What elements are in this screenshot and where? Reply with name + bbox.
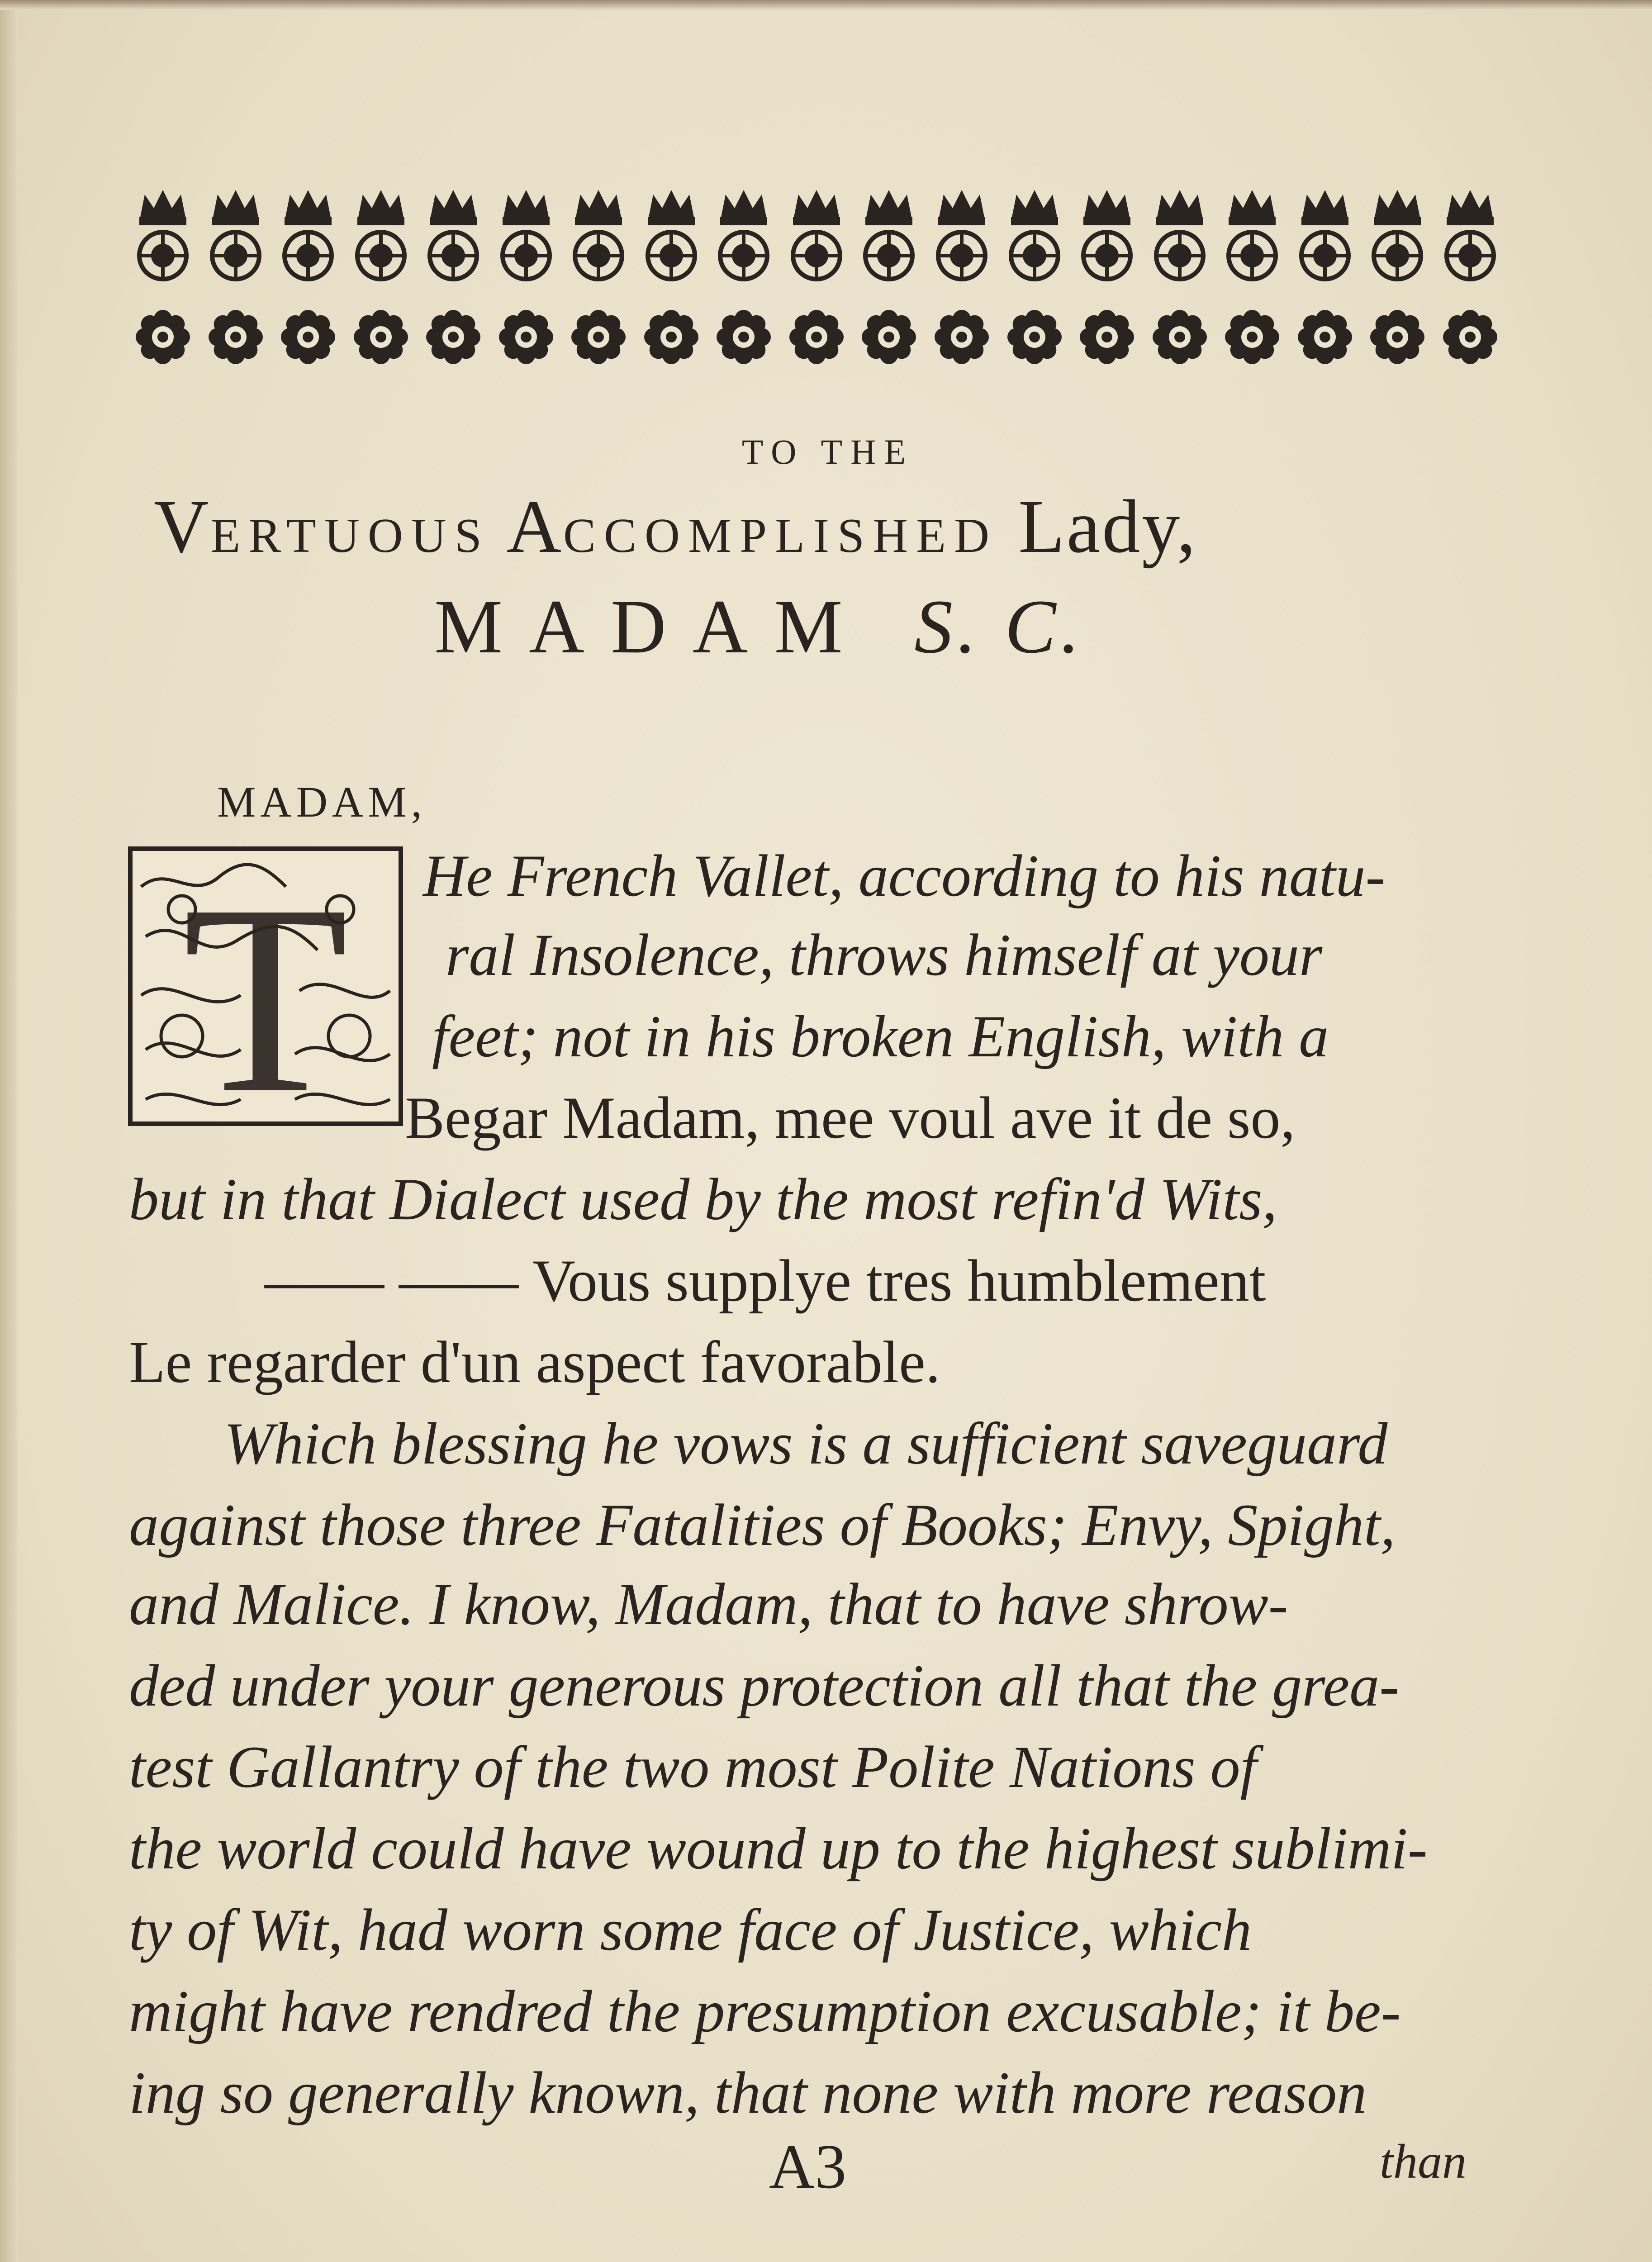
crown-rose-ornament-icon xyxy=(857,181,921,294)
heading-to-the: TO THE xyxy=(741,432,914,471)
text-line-13: the world could have wound up to the highest sublimi- xyxy=(129,1815,1428,1882)
rosette-ornament-icon xyxy=(276,303,340,371)
rosette-ornament-icon xyxy=(640,303,703,371)
crown-rose-ornament-icon xyxy=(204,181,267,294)
heading-dedicatee-line xyxy=(154,485,1493,569)
crown-rose-ornament-icon xyxy=(131,181,195,294)
crown-rose-ornament-icon xyxy=(1003,181,1066,294)
rosette-ornament-icon xyxy=(422,303,485,371)
heading-accomplished-initial: A xyxy=(506,485,563,569)
text-line-9: against those three Fatalities of Books; Envy, Spight, xyxy=(129,1492,1396,1558)
rosette-ornament-icon xyxy=(1003,303,1066,371)
ornament-row-crowns xyxy=(131,181,1502,294)
rosette-ornament-icon xyxy=(785,303,848,371)
signature-mark: A3 xyxy=(769,2132,847,2202)
catchword: than xyxy=(1380,2135,1467,2189)
text-line-8: Which blessing he vows is a sufficient saveguard xyxy=(224,1410,1388,1477)
text-line-7: Le regarder d'un aspect favorable. xyxy=(129,1329,940,1395)
crown-rose-ornament-icon xyxy=(640,181,703,294)
text-line-12: test Gallantry of the two most Polite Nations of xyxy=(129,1734,1257,1800)
rosette-ornament-icon xyxy=(712,303,775,371)
crown-rose-ornament-icon xyxy=(422,181,485,294)
rosette-ornament-icon xyxy=(494,303,558,371)
heading-lady: Lady, xyxy=(1018,485,1198,569)
heading-accomplished-rest: CCOMPLISHED xyxy=(563,509,998,563)
text-line-14: ty of Wit, had worn some face of Justice, which xyxy=(129,1896,1252,1963)
crown-rose-ornament-icon xyxy=(1148,181,1211,294)
rosette-ornament-icon xyxy=(857,303,921,371)
rosette-ornament-icon xyxy=(1220,303,1284,371)
page-top-edge xyxy=(0,0,1652,10)
heading-vertuous-rest: ERTUOUS xyxy=(210,509,490,563)
crown-rose-ornament-icon xyxy=(1075,181,1139,294)
crown-rose-ornament-icon xyxy=(930,181,993,294)
heading-initials: S. C. xyxy=(914,584,1085,669)
rosette-ornament-icon xyxy=(131,303,195,371)
text-line-2: ral Insolence, throws himself at your xyxy=(446,922,1323,988)
crown-rose-ornament-icon xyxy=(785,181,848,294)
crown-rose-ornament-icon xyxy=(712,181,775,294)
crown-rose-ornament-icon xyxy=(1293,181,1357,294)
ornament-row-rosettes xyxy=(131,303,1502,371)
text-line-5: but in that Dialect used by the most refin'd Wits, xyxy=(129,1166,1277,1232)
rosette-ornament-icon xyxy=(930,303,993,371)
text-line-3: feet; not in his broken English, with a xyxy=(432,1003,1329,1069)
text-line-4: Begar Madam, mee voul ave it de so, xyxy=(405,1084,1296,1151)
crown-rose-ornament-icon xyxy=(276,181,340,294)
text-line-1: He French Vallet, according to his natu- xyxy=(423,842,1386,909)
heading-madam-initials xyxy=(434,584,1248,669)
rosette-ornament-icon xyxy=(1438,303,1502,371)
text-line-16: ing so generally known, that none with more reason xyxy=(129,2059,1367,2126)
rosette-ornament-icon xyxy=(567,303,630,371)
crown-rose-ornament-icon xyxy=(1366,181,1429,294)
crown-rose-ornament-icon xyxy=(1438,181,1502,294)
text-line-15: might have rendred the presumption excusable; it be- xyxy=(129,1978,1401,2044)
rosette-ornament-icon xyxy=(1366,303,1429,371)
text-line-11: ded under your generous protection all that the grea- xyxy=(129,1652,1400,1719)
decorated-initial-letter: T xyxy=(182,848,349,1126)
ornament-headpiece xyxy=(131,181,1502,371)
crown-rose-ornament-icon xyxy=(1220,181,1284,294)
text-line-6: —— —— Vous supplye tres humblement xyxy=(265,1247,1266,1314)
rosette-ornament-icon xyxy=(349,303,413,371)
text-line-10: and Malice. I know, Madam, that to have shrow- xyxy=(129,1571,1288,1637)
rosette-ornament-icon xyxy=(204,303,267,371)
page-gutter xyxy=(0,0,18,2262)
rosette-ornament-icon xyxy=(1148,303,1211,371)
heading-madam: MADAM xyxy=(434,584,869,669)
decorated-initial xyxy=(128,846,404,1126)
rosette-ornament-icon xyxy=(1075,303,1139,371)
crown-rose-ornament-icon xyxy=(494,181,558,294)
salutation: MADAM, xyxy=(217,778,427,826)
crown-rose-ornament-icon xyxy=(567,181,630,294)
heading-vertuous-initial: V xyxy=(154,485,211,569)
crown-rose-ornament-icon xyxy=(349,181,413,294)
rosette-ornament-icon xyxy=(1293,303,1357,371)
